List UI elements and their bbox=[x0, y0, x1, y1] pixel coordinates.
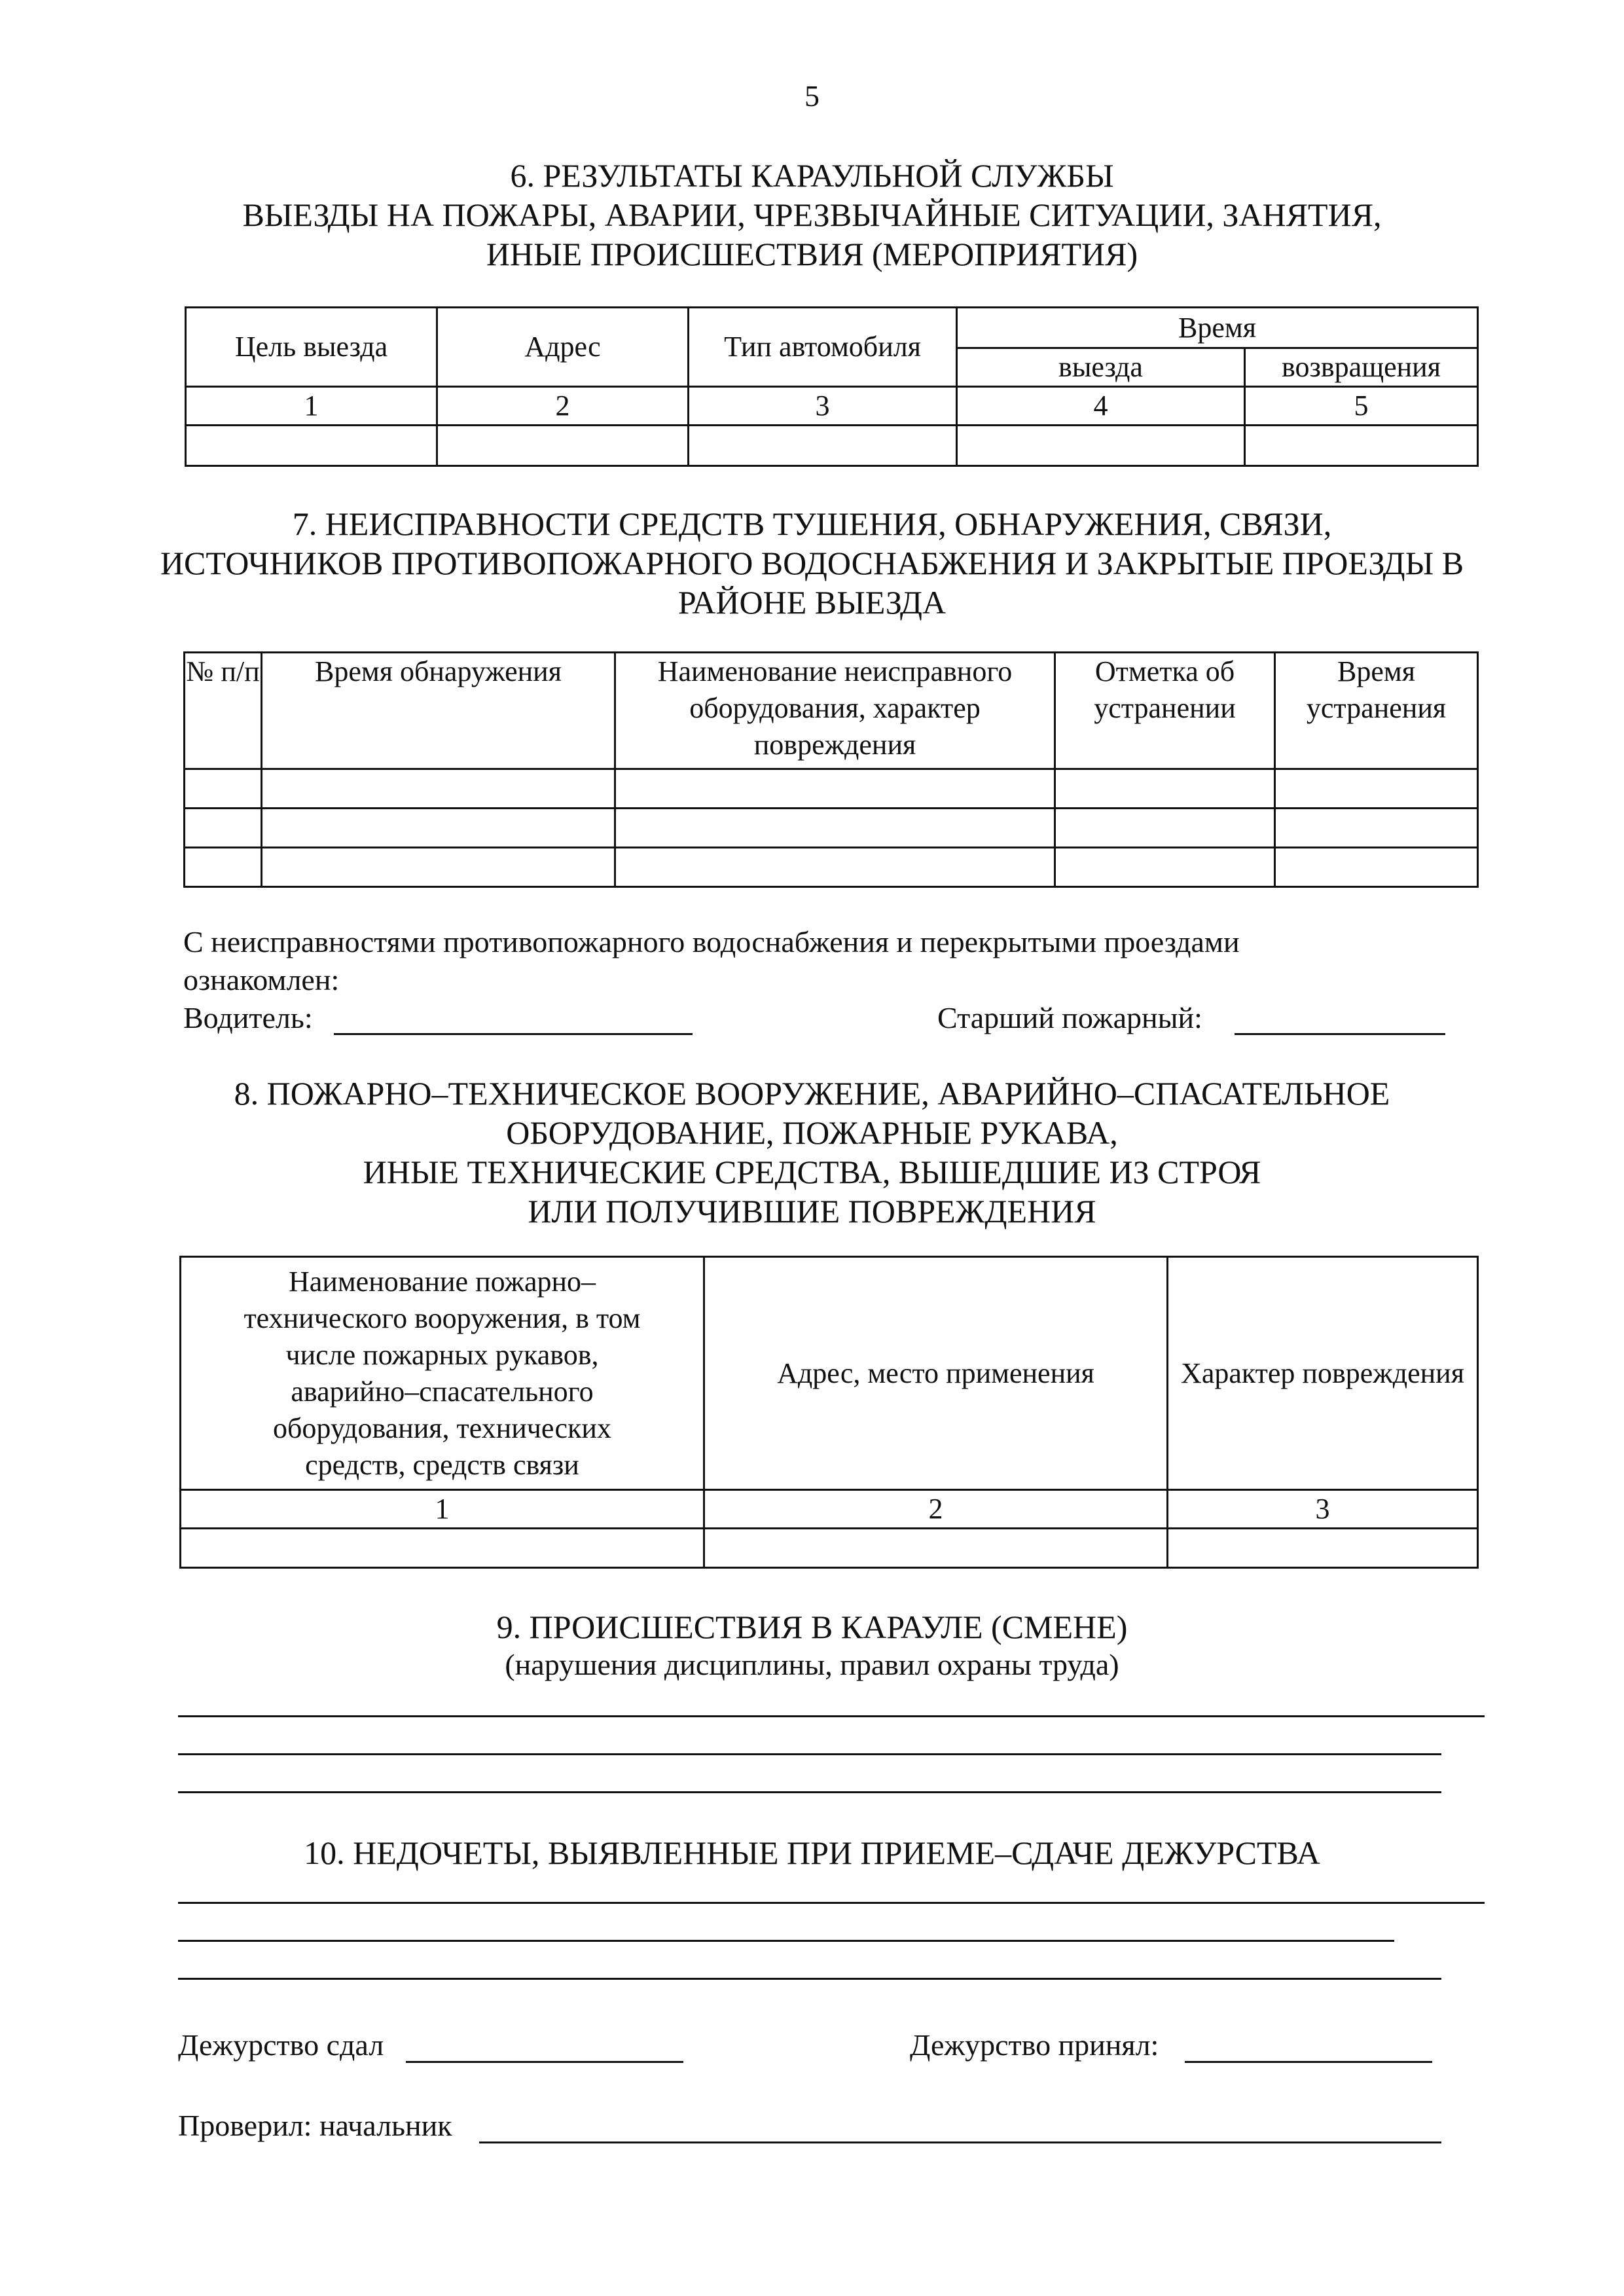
input-cell[interactable] bbox=[615, 809, 1055, 848]
checked-signature-line[interactable] bbox=[479, 2141, 1441, 2143]
section6-table bbox=[185, 306, 1479, 467]
header-equipment-name-line: Наименование пожарно– bbox=[288, 1265, 596, 1298]
input-cell[interactable] bbox=[185, 769, 262, 809]
header-equipment-name-line: технического вооружения, в том bbox=[244, 1302, 641, 1334]
section9-subtitle: (нарушения дисциплины, правил охраны труда) bbox=[505, 1648, 1119, 1681]
input-cell[interactable] bbox=[615, 769, 1055, 809]
input-cell[interactable] bbox=[1055, 848, 1275, 887]
page-number: 5 bbox=[804, 79, 820, 113]
input-cell[interactable] bbox=[1055, 769, 1275, 809]
input-cell[interactable] bbox=[185, 848, 262, 887]
header-equipment-name-line: аварийно–спасательного bbox=[291, 1375, 594, 1408]
input-cell[interactable] bbox=[437, 426, 689, 466]
col-number: 4 bbox=[957, 387, 1245, 426]
handed-over-signature-line[interactable] bbox=[406, 2061, 683, 2063]
table-row bbox=[185, 809, 1478, 848]
input-cell[interactable] bbox=[262, 769, 615, 809]
section6-title-line2: ВЫЕЗДЫ НА ПОЖАРЫ, АВАРИИ, ЧРЕЗВЫЧАЙНЫЕ СИТУАЦИИ, ЗАНЯТИЯ, bbox=[242, 196, 1382, 233]
col-number: 2 bbox=[437, 387, 689, 426]
section7-title-line1: 7. НЕИСПРАВНОСТИ СРЕДСТВ ТУШЕНИЯ, ОБНАРУЖЕНИЯ, СВЯЗИ, bbox=[292, 505, 1332, 542]
accepted-label: Дежурство принял: bbox=[910, 2028, 1159, 2062]
input-cell[interactable] bbox=[689, 426, 957, 466]
table-row bbox=[181, 1529, 1478, 1568]
header-equipment-name-line: средств, средств связи bbox=[305, 1448, 579, 1481]
header-num: № п/п bbox=[185, 653, 262, 769]
header-equipment-name bbox=[181, 1257, 704, 1490]
header-detect-time: Время обнаружения bbox=[262, 653, 615, 769]
input-cell[interactable] bbox=[615, 848, 1055, 887]
col-number: 3 bbox=[689, 387, 957, 426]
input-cell[interactable] bbox=[186, 426, 437, 466]
header-fix-mark: Отметка об устранении bbox=[1055, 653, 1275, 769]
input-cell[interactable] bbox=[262, 848, 615, 887]
driver-label: Водитель: bbox=[183, 1001, 313, 1034]
header-fix-time: Время устранения bbox=[1275, 653, 1478, 769]
header-place: Адрес, место применения bbox=[704, 1257, 1168, 1490]
input-cell[interactable] bbox=[1168, 1529, 1478, 1568]
input-cell[interactable] bbox=[1055, 809, 1275, 848]
section8-title-line2: ОБОРУДОВАНИЕ, ПОЖАРНЫЕ РУКАВА, bbox=[506, 1114, 1118, 1151]
section8-title-line1: 8. ПОЖАРНО–ТЕХНИЧЕСКОЕ ВООРУЖЕНИЕ, АВАРИЙНО–СПАСАТЕЛЬНОЕ bbox=[234, 1075, 1390, 1112]
section9-fill-line[interactable] bbox=[178, 1715, 1485, 1717]
acknowledge-line2: ознакомлен: bbox=[183, 963, 340, 996]
input-cell[interactable] bbox=[1275, 769, 1478, 809]
table-row bbox=[186, 426, 1478, 466]
input-cell[interactable] bbox=[185, 809, 262, 848]
senior-label: Старший пожарный: bbox=[937, 1001, 1202, 1034]
header-equipment-name-line: оборудования, технических bbox=[273, 1412, 611, 1444]
table-row bbox=[185, 848, 1478, 887]
driver-signature-line[interactable] bbox=[334, 1033, 693, 1035]
section10-title: 10. НЕДОЧЕТЫ, ВЫЯВЛЕННЫЕ ПРИ ПРИЕМЕ–СДАЧЕ ДЕЖУРСТВА bbox=[304, 1834, 1320, 1871]
input-cell[interactable] bbox=[704, 1529, 1168, 1568]
section8-title-line4: ИЛИ ПОЛУЧИВШИЕ ПОВРЕЖДЕНИЯ bbox=[528, 1193, 1096, 1230]
table-row bbox=[185, 769, 1478, 809]
col-number: 2 bbox=[704, 1490, 1168, 1529]
section9-title: 9. ПРОИСШЕСТВИЯ В КАРАУЛЕ (СМЕНЕ) bbox=[496, 1609, 1128, 1645]
col-number: 5 bbox=[1245, 387, 1478, 426]
section9-fill-line[interactable] bbox=[178, 1753, 1441, 1755]
senior-signature-line[interactable] bbox=[1235, 1033, 1445, 1035]
header-equipment: Наименование неисправного оборудования, характер повреждения bbox=[615, 653, 1055, 769]
section7-title-line3: РАЙОНЕ ВЫЕЗДА bbox=[677, 584, 947, 621]
header-equipment-name-line: числе пожарных рукавов, bbox=[285, 1338, 599, 1371]
section8-table bbox=[179, 1256, 1479, 1569]
header-departure: выезда bbox=[957, 348, 1245, 387]
header-address: Адрес bbox=[437, 308, 689, 387]
header-vehicle-type: Тип автомобиля bbox=[689, 308, 957, 387]
input-cell[interactable] bbox=[1275, 809, 1478, 848]
header-damage: Характер повреждения bbox=[1168, 1257, 1478, 1490]
accepted-signature-line[interactable] bbox=[1185, 2061, 1432, 2063]
section6-title-line1: 6. РЕЗУЛЬТАТЫ КАРАУЛЬНОЙ СЛУЖБЫ bbox=[510, 157, 1114, 194]
section8-title-line3: ИНЫЕ ТЕХНИЧЕСКИЕ СРЕДСТВА, ВЫШЕДШИЕ ИЗ СТРОЯ bbox=[363, 1154, 1261, 1190]
input-cell[interactable] bbox=[1275, 848, 1478, 887]
section6-title-line3: ИНЫЕ ПРОИСШЕСТВИЯ (МЕРОПРИЯТИЯ) bbox=[486, 236, 1138, 272]
section10-fill-line[interactable] bbox=[178, 1902, 1485, 1904]
header-time: Время bbox=[957, 308, 1478, 348]
section10-fill-line[interactable] bbox=[178, 1978, 1441, 1980]
header-goal: Цель выезда bbox=[186, 308, 437, 387]
section7-title-line2: ИСТОЧНИКОВ ПРОТИВОПОЖАРНОГО ВОДОСНАБЖЕНИЯ И ЗАКРЫТЫЕ ПРОЕЗДЫ В bbox=[160, 545, 1464, 581]
acknowledge-line1: С неисправностями противопожарного водоснабжения и перекрытыми проездами bbox=[183, 925, 1240, 958]
section9-fill-line[interactable] bbox=[178, 1791, 1441, 1793]
input-cell[interactable] bbox=[957, 426, 1245, 466]
col-number: 1 bbox=[186, 387, 437, 426]
section7-table bbox=[183, 651, 1479, 888]
input-cell[interactable] bbox=[262, 809, 615, 848]
input-cell[interactable] bbox=[1245, 426, 1478, 466]
section10-fill-line[interactable] bbox=[178, 1940, 1394, 1942]
handed-over-label: Дежурство сдал bbox=[178, 2028, 384, 2062]
input-cell[interactable] bbox=[181, 1529, 704, 1568]
col-number: 1 bbox=[181, 1490, 704, 1529]
checked-label: Проверил: начальник bbox=[178, 2109, 452, 2142]
col-number: 3 bbox=[1168, 1490, 1478, 1529]
header-return: возвращения bbox=[1245, 348, 1478, 387]
